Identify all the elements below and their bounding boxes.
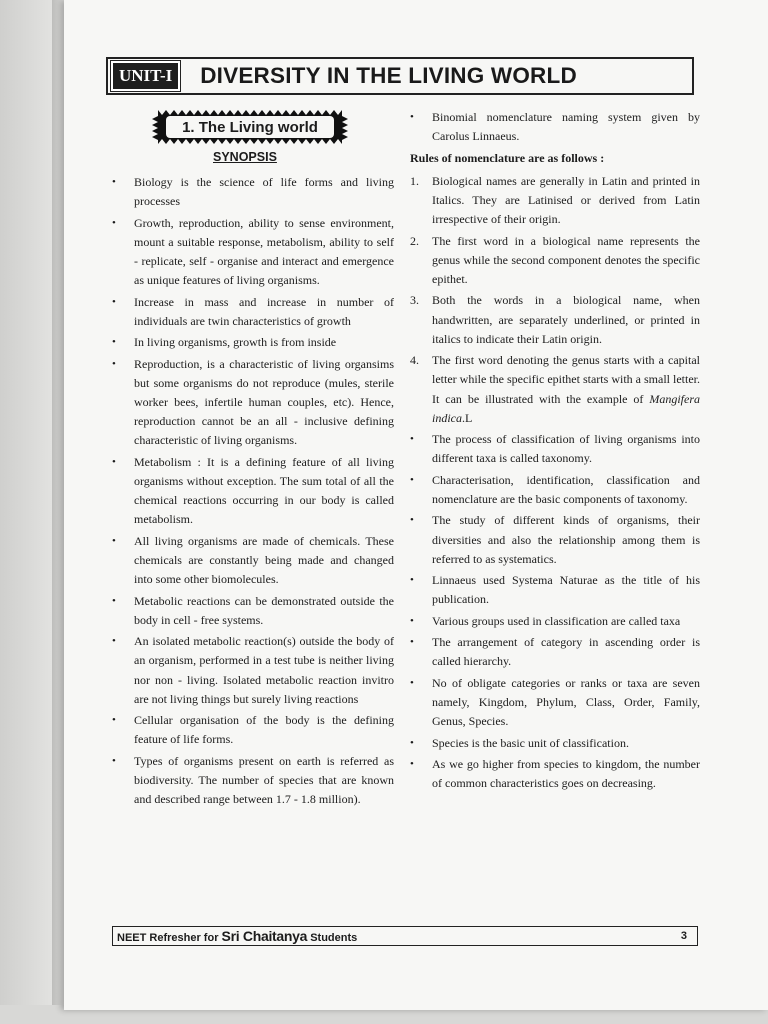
list-item-text: The process of classification of living organisms into different taxa is called taxonomy.	[432, 432, 700, 466]
list-item-text: Species is the basic unit of classification.	[432, 735, 629, 750]
list-item-text: Cellular organisation of the body is the defining feature of life forms.	[134, 713, 394, 747]
unit-badge: UNIT-I	[111, 61, 180, 91]
list-item-text: Various groups used in classification are called taxa	[432, 613, 681, 628]
rule-number: 3.	[410, 293, 419, 308]
list-item-text: Increase in mass and increase in number of individuals are twin characteristics of growth	[134, 294, 394, 328]
footer-brand: Sri Chaitanya	[221, 928, 308, 944]
list-item	[112, 592, 394, 630]
bullet-marker: •	[112, 336, 116, 349]
list-item-text: Biological names are generally in Latin and printed in Italics. They are Latinised or derived from Latin irrespective of their origin.	[432, 173, 700, 227]
rules-heading: Rules of nomenclature are as follows :	[410, 150, 605, 165]
list-item-text: No of obligate categories or ranks or taxa are seven namely, Kingdom, Phylum, Class, Order, Family, Genus, Species.	[432, 675, 700, 729]
bullet-marker: •	[112, 534, 116, 547]
list-item-text: The study of different kinds of organisms, their diversities and also the relationship among them is referred to as systematics.	[432, 513, 700, 566]
list-item	[112, 214, 394, 291]
chapter-title: 1. The Living world	[182, 118, 318, 136]
bullet-marker: •	[112, 714, 116, 727]
bullet-marker: •	[112, 635, 116, 648]
list-item	[410, 571, 700, 609]
right-items-list	[410, 430, 700, 793]
rule-item	[410, 351, 700, 428]
bullet-marker: •	[112, 754, 116, 767]
list-item	[410, 674, 700, 732]
bullet-marker: •	[112, 594, 116, 607]
bullet-marker: •	[112, 357, 116, 370]
list-item	[112, 293, 394, 331]
list-item-text: Reproduction, is a characteristic of living organsims but some organisms do not reproduce (mules, sterile worker bees, infertile human couples, etc). Hence, reproduction cannot be an all - inclusive defining characteristic of living organisms.	[134, 356, 394, 448]
list-item-text: Biology is the science of life forms and living processes	[134, 175, 394, 209]
list-item	[410, 612, 700, 631]
footer-suffix: Students	[310, 932, 358, 944]
list-item	[112, 532, 394, 590]
bullet-marker: •	[112, 216, 116, 229]
list-item-text: An isolated metabolic reaction(s) outside the body of an organism, performed in a test tube is neither living nor non - living. Isolated metabolic reaction invitro are not living things but surely living reactions	[134, 634, 394, 706]
list-item	[410, 511, 700, 569]
list-item-text: In living organisms, growth is from inside	[134, 335, 337, 350]
list-item	[410, 734, 700, 753]
list-item	[112, 173, 394, 211]
list-item	[112, 632, 394, 709]
list-item	[410, 633, 700, 671]
bullet-marker: •	[112, 176, 116, 188]
bullet-marker: •	[410, 614, 414, 627]
rule-item	[410, 172, 700, 230]
list-item	[112, 355, 394, 451]
list-item-text: As we go higher from species to kingdom, the number of common characteristics goes on decreasing.	[432, 756, 700, 791]
list-item	[410, 430, 700, 468]
bullet-marker: •	[112, 455, 116, 468]
page-footer	[112, 926, 698, 946]
bullet-marker: •	[410, 676, 414, 689]
list-item	[112, 453, 394, 530]
bullet-marker: •	[410, 636, 414, 649]
rule-number: 2.	[410, 233, 419, 248]
unit-header	[106, 57, 694, 95]
bullet-marker: •	[410, 574, 414, 587]
footer-text	[117, 928, 357, 944]
list-item-text: Types of organisms present on earth is referred as biodiversity. The number of species that are known and described range between 1.7 - 1.8 million).	[134, 753, 394, 807]
bullet-marker: •	[410, 111, 414, 123]
list-item	[112, 333, 394, 352]
list-item-text: Metabolism : It is a defining feature of all living organisms without exception. The sum total of all the chemical reactions occurring in our body is called metabolism.	[134, 454, 394, 527]
unit-title: DIVERSITY IN THE LIVING WORLD	[200, 63, 577, 88]
list-item-text: Characterisation, identification, classification and nomenclature are the basic components of taxonomy.	[432, 472, 700, 506]
list-item-text: Metabolic reactions can be demonstrated outside the body in cell - free systems.	[134, 593, 394, 627]
right-column	[410, 108, 700, 796]
synopsis-label: SYNOPSIS	[213, 150, 277, 164]
rule-item	[410, 291, 700, 349]
list-item	[112, 752, 394, 810]
footer-prefix: NEET Refresher for	[117, 932, 219, 944]
rules-list	[410, 172, 700, 428]
rule-number: 1.	[410, 173, 419, 188]
list-item-text: The first word denoting the genus starts with a capital letter while the specific epithet starts with a small letter. It can be illustrated with the example of	[432, 353, 700, 406]
list-item-text: The arrangement of category in ascending order is called hierarchy.	[432, 635, 700, 669]
list-item-text: Both the words in a biological name, when handwritten, are separately underlined, or printed in italics to indicate their Latin origin.	[432, 293, 700, 346]
list-item	[410, 108, 700, 146]
list-item-text: Growth, reproduction, ability to sense environment, mount a suitable response, metabolism, ability to self - replicate, self - organise and interact and emergence as unique features of living organisms.	[134, 215, 394, 288]
bullet-marker: •	[410, 433, 414, 446]
list-item	[112, 711, 394, 749]
list-item-text: Linnaeus used Systema Naturae as the title of his publication.	[432, 573, 700, 607]
book-spine	[52, 0, 64, 1010]
rule-item	[410, 232, 700, 290]
bullet-marker: •	[410, 473, 414, 486]
list-item-text: All living organisms are made of chemicals. These chemicals are constantly being made and changed into some other biomolecules.	[134, 533, 394, 587]
bullet-marker: •	[410, 757, 414, 770]
chapter-heading	[152, 110, 348, 144]
left-column	[112, 173, 394, 812]
list-item-text: Binomial nomenclature naming system given by Carolus Linnaeus.	[432, 110, 700, 144]
list-item	[410, 471, 700, 509]
bullet-marker: •	[410, 736, 414, 749]
bullet-marker: •	[112, 295, 116, 308]
list-item-tail: .L	[462, 410, 473, 425]
bullet-marker: •	[410, 514, 414, 527]
page-number: 3	[680, 930, 687, 942]
list-item	[410, 755, 700, 793]
facing-page-edge	[0, 0, 52, 1024]
rule-number: 4.	[410, 353, 419, 368]
list-item-text: The first word in a biological name represents the genus while the second component denotes the specific epithet.	[432, 233, 700, 286]
italic-species-name: Mangifera indica	[432, 391, 700, 425]
